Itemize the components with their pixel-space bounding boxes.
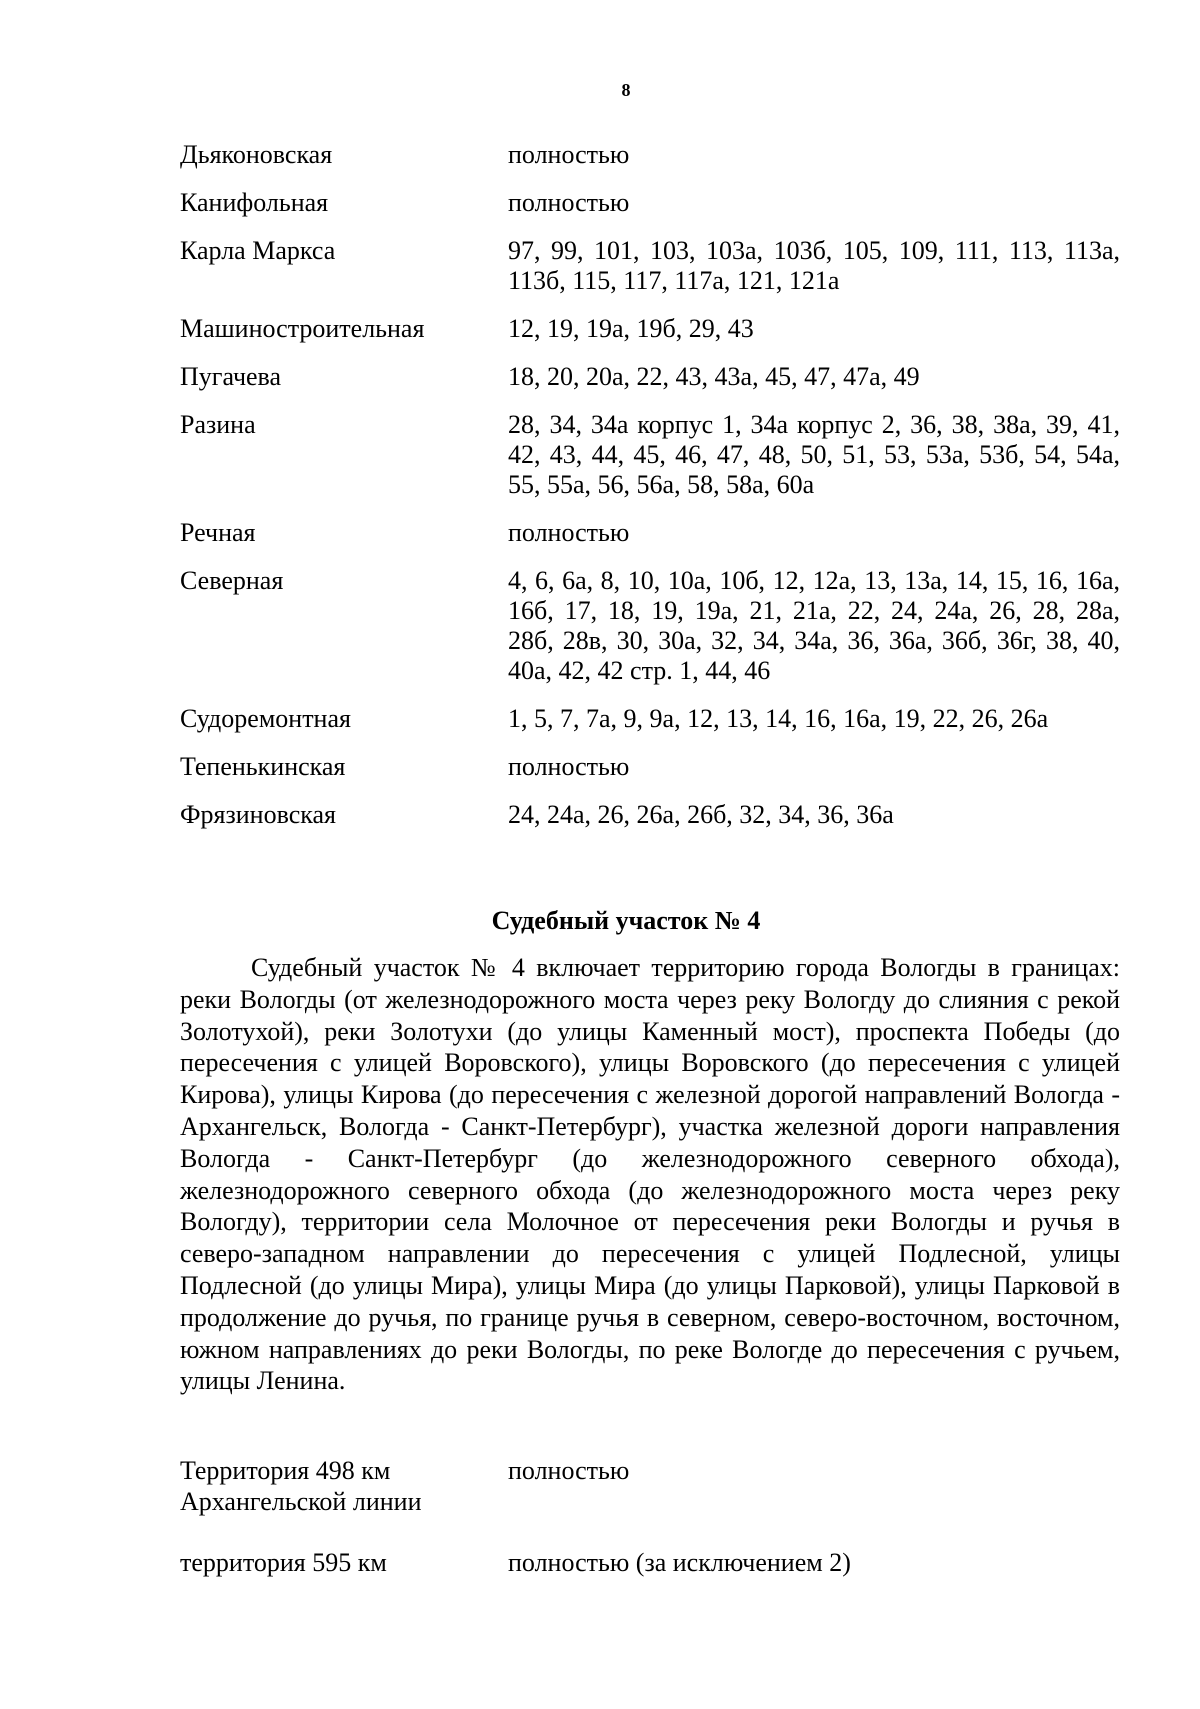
street-name: Разина xyxy=(180,410,256,439)
section-title: Судебный участок № 4 xyxy=(491,906,761,935)
street-row xyxy=(180,704,1120,752)
street-name: Канифольная xyxy=(180,188,329,217)
street-row xyxy=(180,752,1120,800)
house-numbers: 4, 6, 6а, 8, 10, 10а, 10б, 12, 12а, 13, 13а, 14, 15, 16, 16а, 16б, 17, 18, 19, 19а, 21, 21а, 22, 24, 24а, 26, 28, 28а, 28б, 28в, 30, 30а, 32, 34, 34а, 36, 36а, 36б, 36г, 38, 40, 40а, 42, 42 стр. 1, 44, 46 xyxy=(508,566,1120,685)
section-description: Судебный участок № 4 включает территорию города Вологды в границах: реки Вологды (от железнодорожного моста через реку Вологду до слияния с рекой Золотухой), реки Золотухи (до улицы Каменный мост), проспекта Победы (до пересечения с улицей Воровского), улицы Воровского (до пересечения с улицей Кирова), улицы Кирова (до пересечения с железной дорогой направлений Вологда - Архангельск, Вологда - Санкт-Петербург), участка железной дороги направления Вологда - Санкт-Петербург (до железнодорожного северного обхода), железнодорожного северного обхода (до железнодорожного моста через реку Вологду), территории села Молочное от пересечения реки Вологды и ручья в северо-западном направлении до пересечения с улицей Подлесной, улицы Подлесной (до улицы Мира), улицы Мира (до улицы Парковой), улицы Парковой в продолжение до ручья, по границе ручья в северном, северо-восточном, восточном, южном направлениях до реки Вологды, по реке Вологде до пересечения с ручьем, улицы Ленина. xyxy=(180,953,1120,1396)
street-row xyxy=(180,140,1120,188)
street-row xyxy=(180,800,1120,848)
territory-name: территория 595 км xyxy=(180,1548,387,1577)
street-name: Пугачева xyxy=(180,362,282,391)
house-numbers: 28, 34, 34а корпус 1, 34а корпус 2, 36, 38, 38а, 39, 41, 42, 43, 44, 45, 46, 47, 48, 50, 51, 53, 53а, 53б, 54, 54а, 55, 55а, 56, 56а, 58, 58а, 60а xyxy=(508,410,1120,499)
street-name: Судоремонтная xyxy=(180,704,351,733)
house-numbers: полностью xyxy=(508,518,630,547)
street-name: Карла Маркса xyxy=(180,236,336,265)
street-name: Дьяконовская xyxy=(180,140,333,169)
house-numbers: полностью xyxy=(508,752,630,781)
street-row xyxy=(180,362,1120,410)
house-numbers: 12, 19, 19а, 19б, 29, 43 xyxy=(508,314,754,343)
house-numbers: полностью xyxy=(508,140,630,169)
territory-list xyxy=(180,1455,1120,1587)
page-number: 8 xyxy=(621,80,631,100)
street-name: Северная xyxy=(180,566,284,595)
territory-coverage: полностью xyxy=(508,1456,630,1485)
street-name: Речная xyxy=(180,518,256,547)
house-numbers: 18, 20, 20а, 22, 43, 43а, 45, 47, 47а, 49 xyxy=(508,362,920,391)
street-row xyxy=(180,188,1120,236)
street-row xyxy=(180,566,1120,704)
territory-row xyxy=(180,1455,1120,1547)
house-numbers: полностью xyxy=(508,188,630,217)
street-name: Тепенькинская xyxy=(180,752,346,781)
territory-name: Территория 498 км Архангельской линии xyxy=(180,1456,422,1516)
street-row xyxy=(180,314,1120,362)
street-list xyxy=(180,140,1120,848)
street-row xyxy=(180,236,1120,314)
street-row xyxy=(180,518,1120,566)
street-name: Фрязиновская xyxy=(180,800,336,829)
street-name: Машиностроительная xyxy=(180,314,425,343)
house-numbers: 1, 5, 7, 7а, 9, 9а, 12, 13, 14, 16, 16а, 19, 22, 26, 26а xyxy=(508,704,1049,733)
territory-coverage: полностью (за исключением 2) xyxy=(508,1548,851,1577)
house-numbers: 97, 99, 101, 103, 103а, 103б, 105, 109, 111, 113, 113а, 113б, 115, 117, 117а, 121, 121а xyxy=(508,236,1120,295)
house-numbers: 24, 24а, 26, 26а, 26б, 32, 34, 36, 36а xyxy=(508,800,894,829)
street-row xyxy=(180,410,1120,518)
territory-row xyxy=(180,1547,1120,1587)
